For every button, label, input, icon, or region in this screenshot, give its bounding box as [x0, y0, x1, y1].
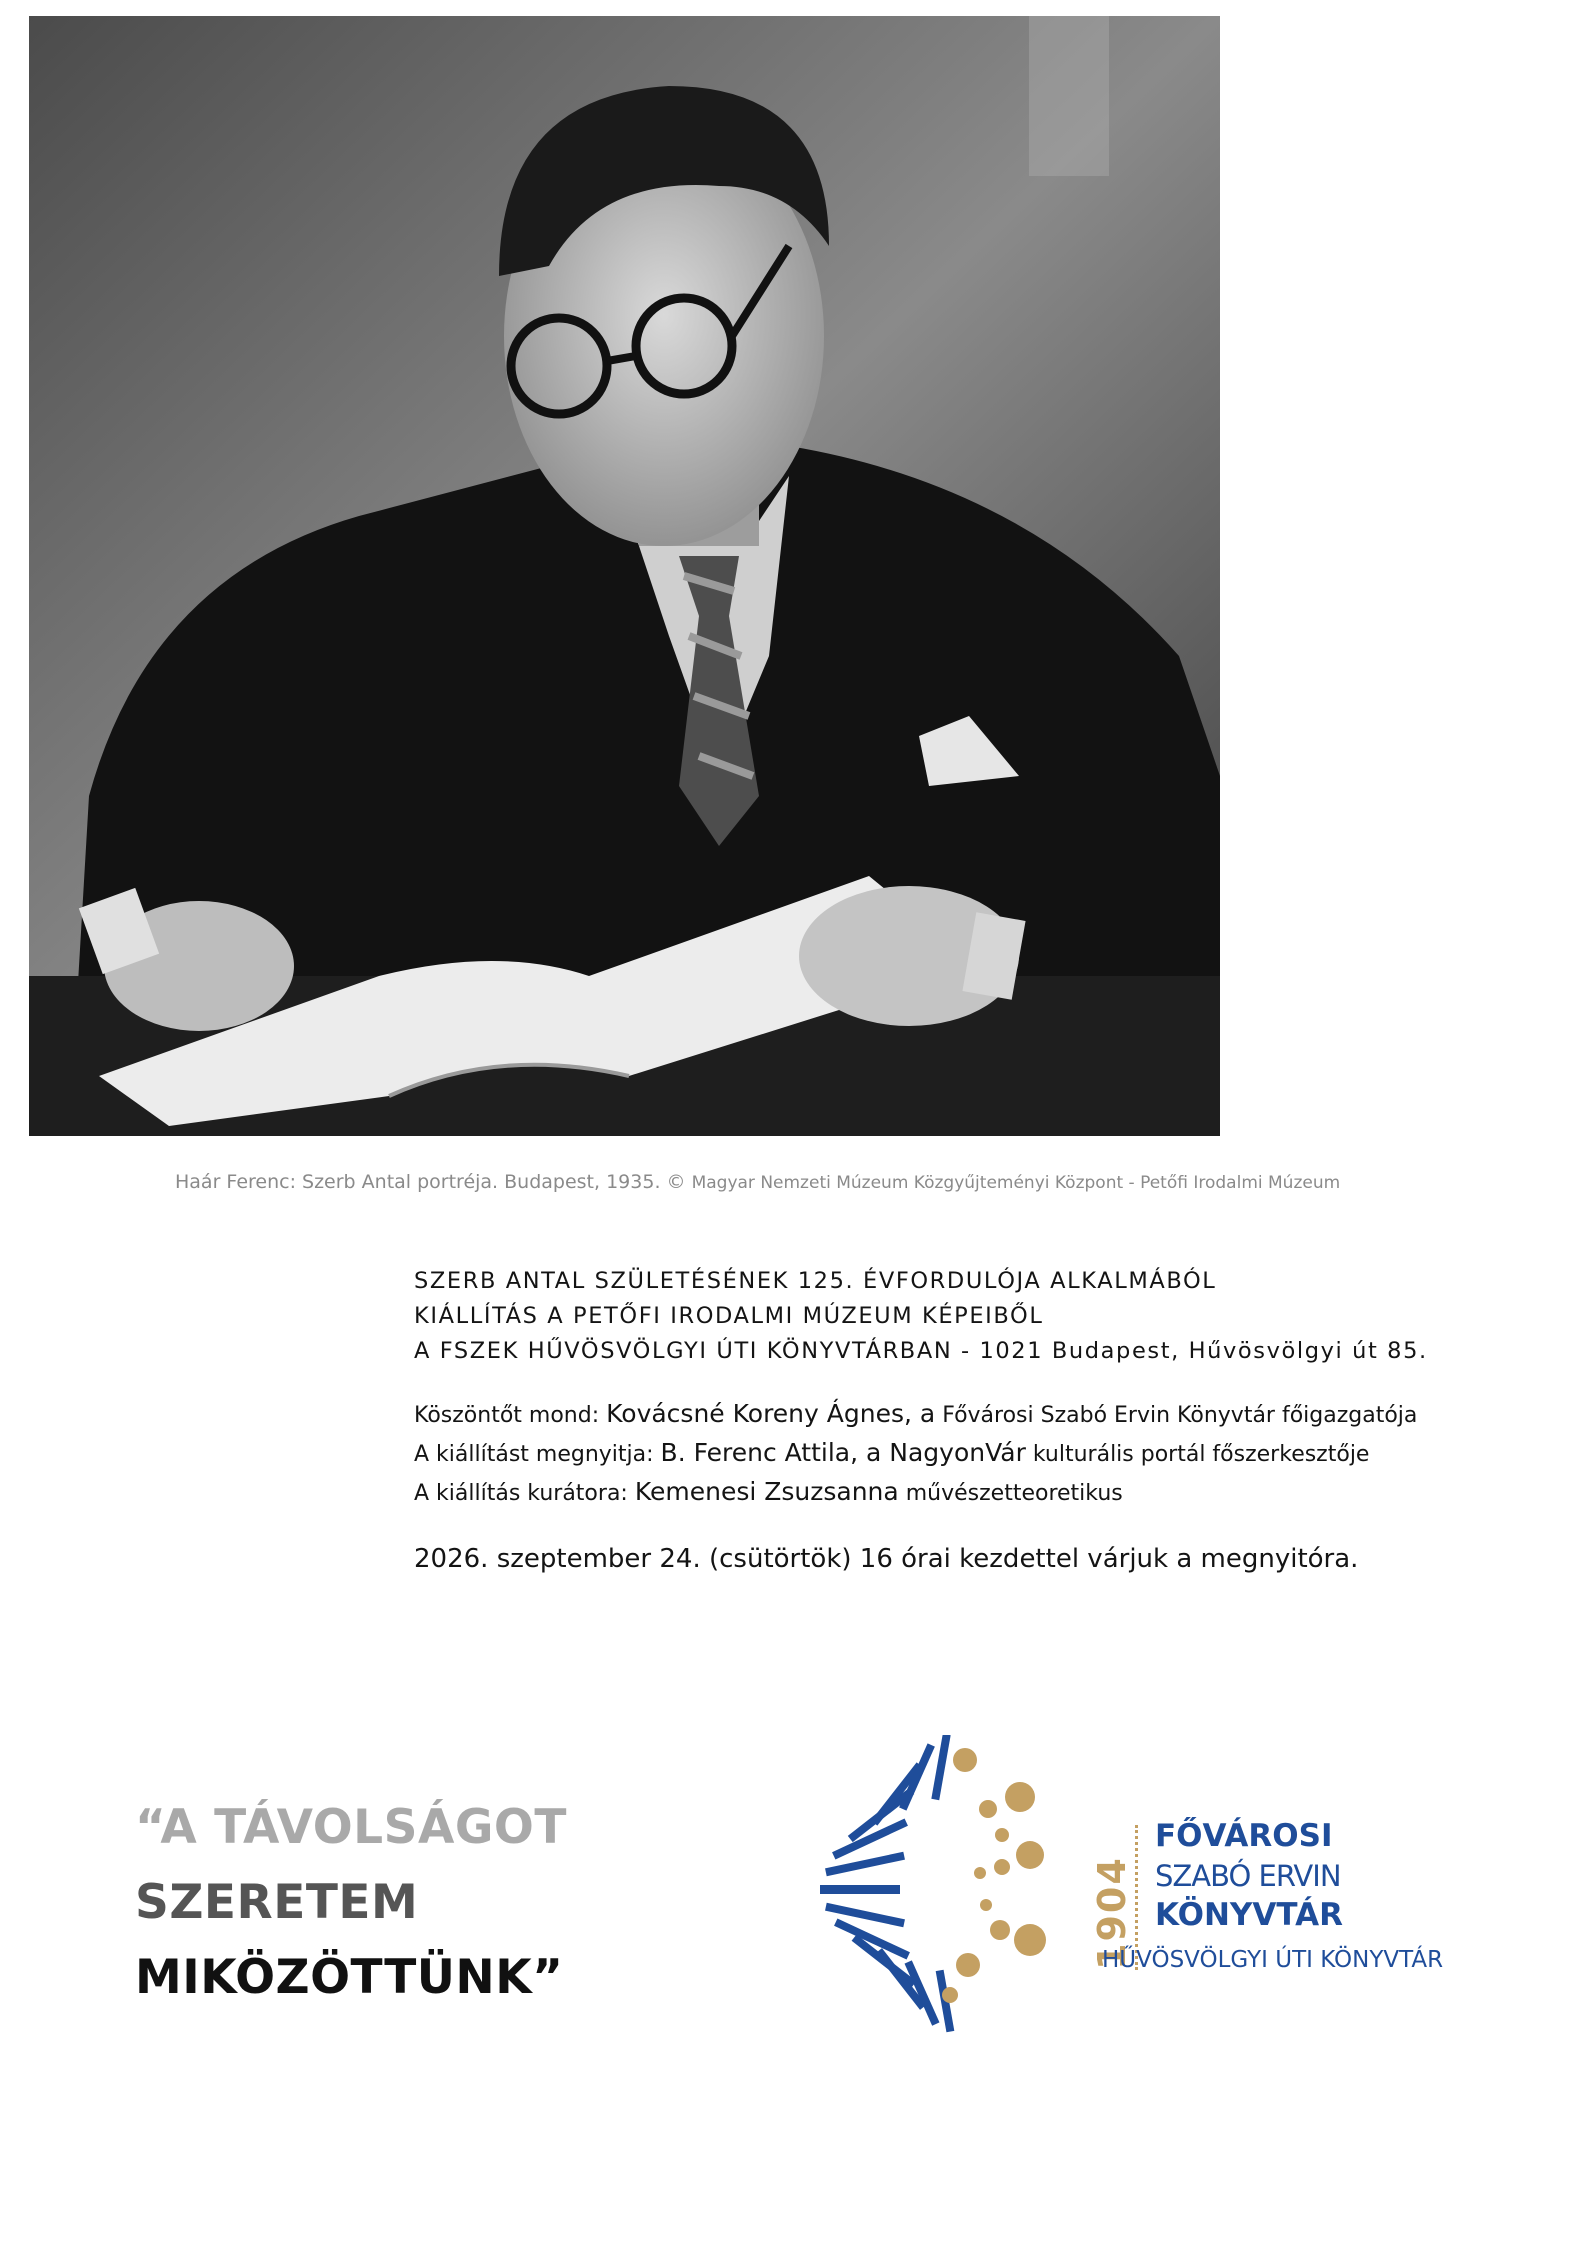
speaker-name: Kovácsné Koreny Ágnes, a — [606, 1399, 936, 1428]
speaker-role: A kiállítás kurátora: — [414, 1481, 628, 1506]
speaker-row — [414, 1434, 1564, 1473]
event-details — [414, 1264, 1564, 1574]
caption-credit: Magyar Nemzeti Múzeum Közgyűjteményi Központ - Petőfi Irodalmi Múzeum — [691, 1173, 1341, 1193]
exhibition-title-quote — [135, 1790, 655, 2015]
portrait-photo — [29, 16, 1220, 1136]
photo-caption — [175, 1171, 1475, 1193]
speaker-title: kulturális portál főszerkesztője — [1032, 1442, 1370, 1467]
speaker-name: B. Ferenc Attila, a NagyonVár — [660, 1438, 1026, 1467]
speaker-name: Kemenesi Zsuzsanna — [634, 1477, 899, 1506]
caption-main: Haár Ferenc: Szerb Antal portréja. Budapest, 1935. © — [175, 1171, 686, 1193]
quote-line-2: SZERETEM — [135, 1875, 419, 1930]
speaker-row — [414, 1473, 1564, 1512]
quote-line-1: “A TÁVOLSÁGOT — [135, 1800, 567, 1855]
speaker-title: Fővárosi Szabó Ervin Könyvtár főigazgatója — [942, 1403, 1418, 1428]
logo-line-3: KÖNYVTÁR — [1155, 1897, 1343, 1933]
speaker-row — [414, 1395, 1564, 1434]
headline-line-2: KIÁLLÍTÁS A PETŐFI IRODALMI MÚZEUM KÉPEIBŐL — [414, 1303, 1044, 1329]
library-logo-mark-icon — [790, 1735, 1090, 2035]
logo-line-1: FŐVÁROSI — [1155, 1818, 1333, 1854]
logo-line-2: SZABÓ ERVIN — [1155, 1859, 1341, 1893]
headline-line-3: A FSZEK HŰVÖSVÖLGYI ÚTI KÖNYVTÁRBAN - 1021 Budapest, Hűvösvölgyi út 85. — [414, 1338, 1428, 1364]
library-logo — [790, 1735, 1490, 2035]
speaker-title: művészetteoretikus — [905, 1481, 1123, 1506]
headline-line-1: SZERB ANTAL SZÜLETÉSÉNEK 125. ÉVFORDULÓJA ALKALMÁBÓL — [414, 1268, 1217, 1294]
logo-year: 1904 — [1090, 1856, 1134, 1970]
quote-line-3: MIKÖZÖTTÜNK” — [135, 1950, 564, 2005]
speaker-role: Köszöntőt mond: — [414, 1403, 600, 1428]
invitation-text: 2026. szeptember 24. (csütörtök) 16 órai kezdettel várjuk a megnyitóra. — [414, 1544, 1359, 1574]
logo-branch: HŰVÖSVÖLGYI ÚTI KÖNYVTÁR — [1102, 1947, 1444, 1973]
portrait-photo-icon — [29, 16, 1220, 1136]
speaker-role: A kiállítást megnyitja: — [414, 1442, 654, 1467]
